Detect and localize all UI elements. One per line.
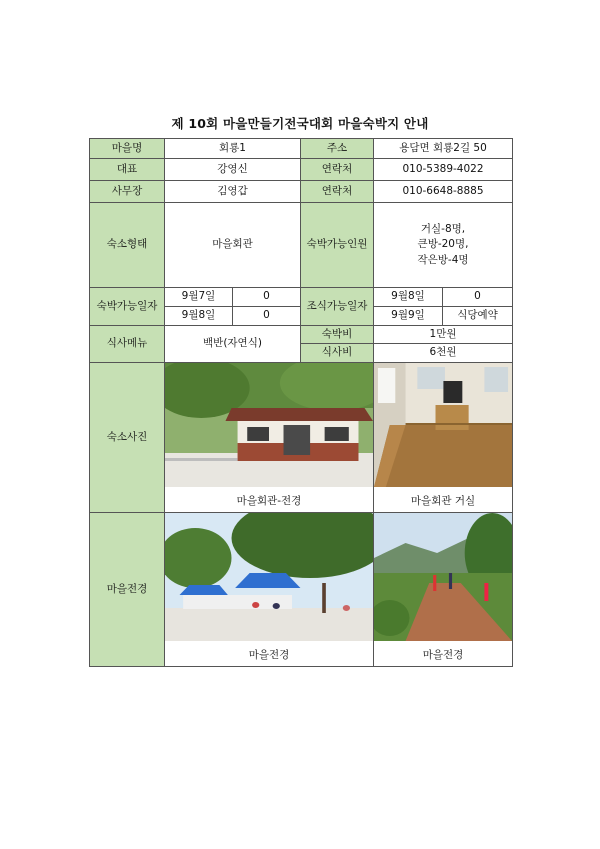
sec-contact-label: 연락처 [301,181,374,203]
capacity-large-room: 큰방-20명, [417,238,469,251]
meal-menu-label: 식사메뉴 [90,326,165,363]
secretary-value: 김영갑 [165,181,301,203]
meal-menu-value: 백반(자연식) [165,326,301,363]
photo-hall-living-room [374,363,513,513]
capacity-value [374,203,513,288]
lodging-info-table [89,138,513,667]
lodging-photos-label: 숙소사진 [90,363,165,513]
address-label: 주소 [301,139,374,159]
photo-scenery-field [374,513,513,667]
representative-label: 대표 [90,159,165,181]
meal-fee-value: 6천원 [374,344,513,363]
capacity-label: 숙박가능인원 [301,203,374,288]
breakfast-dates-label: 조식가능일자 [301,288,374,326]
village-scenery-label: 마을전경 [90,513,165,667]
village-hall-exterior-image [165,363,373,487]
photo-caption: 마을전경 [248,648,290,661]
address-value: 용담면 회룡2길 50 [374,139,513,159]
village-name-value: 회룡1 [165,139,301,159]
rep-contact-label: 연락처 [301,159,374,181]
breakfast-date-2: 9월9일 [374,307,443,326]
photo-scenery-event [165,513,374,667]
photo-caption: 마을회관-전경 [236,494,302,507]
lodging-type-label: 숙소형태 [90,203,165,288]
stay-count-1: 0 [233,288,301,307]
sec-contact-value: 010-6648-8885 [374,181,513,203]
page-title: 제 10회 마을만들기전국대회 마을숙박지 안내 [171,116,429,131]
village-name-label: 마을명 [90,139,165,159]
photo-hall-exterior [165,363,374,513]
capacity-living-room: 거실-8명, [420,223,466,236]
village-field-image [374,513,512,641]
capacity-small-room: 작은방-4명 [417,253,469,266]
village-hall-living-room-image [374,363,512,487]
representative-value: 강영신 [165,159,301,181]
stay-date-2: 9월8일 [165,307,233,326]
rep-contact-value: 010-5389-4022 [374,159,513,181]
stay-dates-label: 숙박가능일자 [90,288,165,326]
lodging-fee-value: 1만원 [374,326,513,344]
village-event-image [165,513,373,641]
breakfast-count-2: 식당예약 [443,307,513,326]
breakfast-count-1: 0 [443,288,513,307]
lodging-type-value: 마을회관 [165,203,301,288]
stay-count-2: 0 [233,307,301,326]
secretary-label: 사무장 [90,181,165,203]
meal-fee-label: 식사비 [301,344,374,363]
photo-caption: 마을전경 [422,648,464,661]
lodging-fee-label: 숙박비 [301,326,374,344]
photo-caption: 마을회관 거실 [410,494,476,507]
stay-date-1: 9월7일 [165,288,233,307]
breakfast-date-1: 9월8일 [374,288,443,307]
